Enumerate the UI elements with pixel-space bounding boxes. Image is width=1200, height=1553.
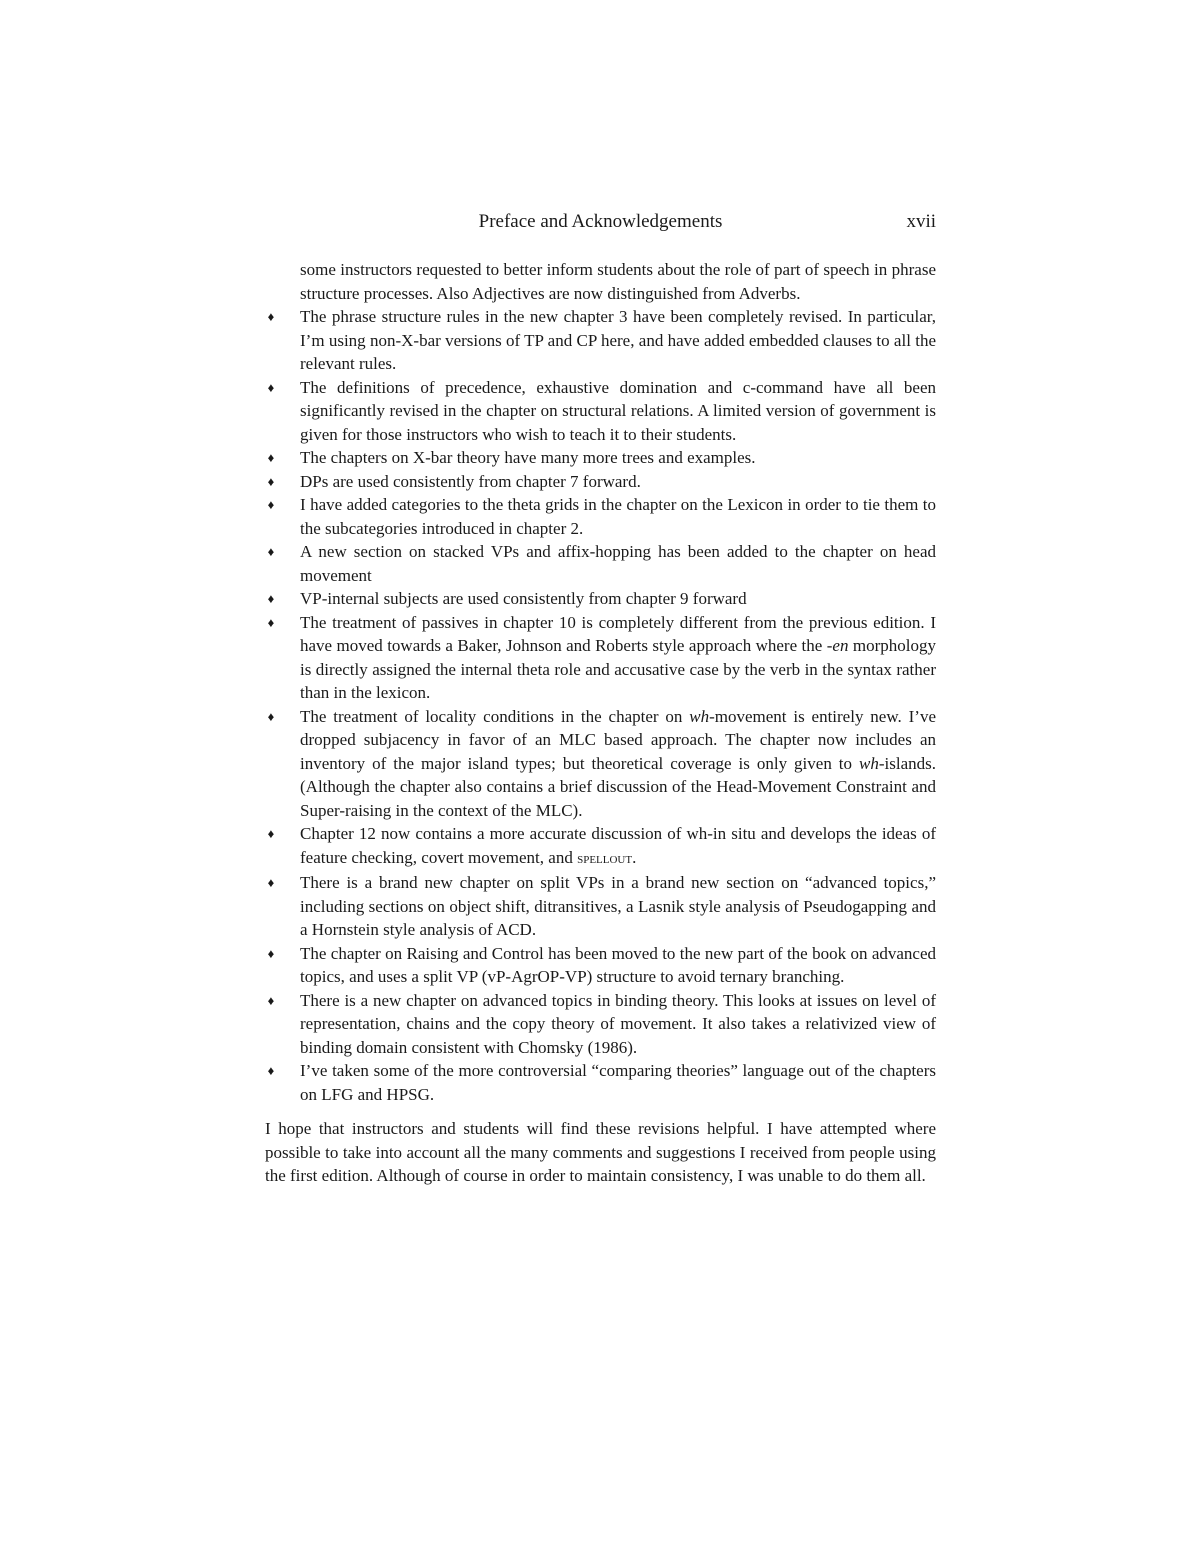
bullet-icon: ♦ (267, 309, 275, 324)
bullet-icon: ♦ (267, 945, 275, 961)
italic-term: wh (689, 706, 710, 726)
list-item (265, 871, 936, 942)
running-header (265, 207, 936, 237)
revision-list (265, 305, 936, 1106)
list-item (265, 470, 936, 494)
list-item (265, 1059, 936, 1106)
bullet-icon: ♦ (267, 450, 275, 465)
page-number: xvii (906, 211, 936, 232)
list-item-text: DPs are used consistently from chapter 7 forward. (300, 471, 641, 491)
bullet-icon: ♦ (267, 875, 275, 890)
bullet-icon: ♦ (267, 591, 275, 606)
list-item-text: The chapters on X-bar theory have many more trees and examples. (300, 448, 756, 467)
list-item-text: I’ve taken some of the more controversial “comparing theories” language out of the chapters on LFG and HPSG. (300, 1061, 936, 1104)
list-item-text: The chapter on Raising and Control has been moved to the new part of the book on advanced topics, and uses a split VP (vP-AgrOP-VP) structure to avoid ternary branching. (300, 943, 936, 986)
list-item (265, 305, 936, 376)
list-item-text: Chapter 12 now contains a more accurate discussion of wh-in situ and develops the ideas of feature checking, covert movement, and spellout. (300, 824, 936, 867)
list-item-text: VP-internal subjects are used consistently from chapter 9 forward (300, 589, 747, 608)
list-item-text: I have added categories to the theta grids in the chapter on the Lexicon in order to tie them to the subcategories introduced in chapter 2. (300, 495, 936, 538)
bullet-icon: ♦ (267, 544, 275, 559)
running-title: Preface and Acknowledgements (478, 211, 723, 232)
list-item-text: The definitions of precedence, exhaustive domination and c-command have all been significantly revised in the chapter on structural relations. A limited version of government is given for those instructors who wish to teach it to their students. (300, 377, 936, 444)
list-item (265, 540, 936, 587)
italic-term: wh (859, 753, 879, 773)
list-item (265, 989, 936, 1060)
bullet-icon: ♦ (267, 473, 275, 489)
list-item-text: The treatment of passives in chapter 10 is completely different from the previous edition. I have moved towards a Baker, Johnson and Roberts style approach where the -en morphology is directly assigned the internal theta role and accusative case by the verb in the syntax rather than in the lexicon. (300, 612, 936, 702)
bullet-icon: ♦ (267, 826, 275, 841)
list-item (265, 446, 936, 470)
list-item-text: There is a new chapter on advanced topics in binding theory. This looks at issues on level of representation, chains and the copy theory of movement. It also takes a relativized view of binding domain consistent with Chomsky (1986). (300, 990, 936, 1057)
page-body (265, 258, 936, 1188)
bullet-icon: ♦ (267, 708, 275, 724)
list-item (265, 705, 936, 823)
bullet-icon: ♦ (267, 614, 275, 630)
continued-paragraph: some instructors requested to better inform students about the role of part of speech in phrase structure processes. Also Adjectives are now distinguished from Adverbs. (300, 260, 936, 303)
closing-paragraph: I hope that instructors and students will find these revisions helpful. I have attempted where possible to take into account all the many comments and suggestions I received from people using the first edition. Although of course in order to maintain consistency, I was unable to do them all. (265, 1119, 936, 1185)
bullet-icon: ♦ (267, 1063, 275, 1078)
list-item-text: The phrase structure rules in the new chapter 3 have been completely revised. In particular, I’m using non-X-bar versions of TP and CP here, and have added embedded clauses to all the relevant rules. (300, 307, 936, 373)
list-item (265, 587, 936, 611)
list-item-text: There is a brand new chapter on split VPs in a brand new section on “advanced topics,” including sections on object shift, ditransitives, a Lasnik style analysis of Pseudogapping and a Hornstein style analysis of ACD. (300, 873, 936, 939)
bullet-icon: ♦ (267, 992, 275, 1008)
bullet-icon: ♦ (267, 379, 275, 395)
bullet-icon: ♦ (267, 497, 275, 512)
list-item (265, 611, 936, 705)
list-item (265, 376, 936, 447)
list-item-text: A new section on stacked VPs and affix-hopping has been added to the chapter on head movement (300, 542, 936, 585)
list-item (265, 822, 936, 871)
small-caps-term: spellout (577, 850, 633, 867)
italic-term: -en (826, 636, 849, 655)
list-item-text: The treatment of locality conditions in the chapter on wh-movement is entirely new. I’ve dropped subjacency in favor of an MLC based approach. The chapter now includes an inventory of the major island types; but theoretical coverage is only given to wh-islands. (Although the chapter also contains a brief discussion of the Head-Movement Constraint and Super-raising in the context of the MLC). (300, 706, 936, 820)
list-item (265, 493, 936, 540)
list-item (265, 942, 936, 989)
